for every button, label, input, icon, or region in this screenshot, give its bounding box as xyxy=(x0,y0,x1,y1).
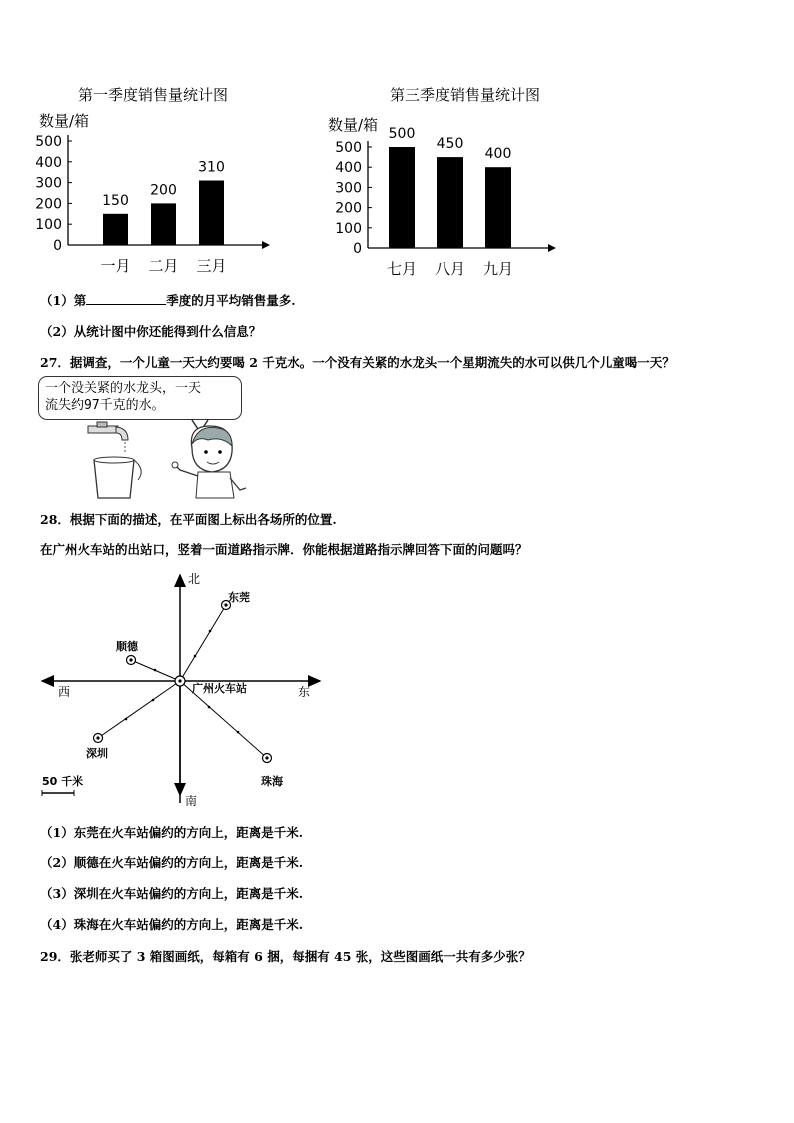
x-axis-arrowhead xyxy=(548,244,556,252)
y-tick-label: 300 xyxy=(335,180,362,197)
center-marker xyxy=(175,676,185,686)
q27-text: 27．据调查，一个儿童一天大约要喝 2 千克水。一个没有关紧的水龙头一个星期流失的水可以供几个儿童喝一天？ xyxy=(40,355,675,370)
bar-value-label: 200 xyxy=(150,182,177,199)
x-category-label: 一月 xyxy=(100,257,131,275)
q3-bar-chart xyxy=(320,108,570,280)
south-label: 南 xyxy=(185,794,198,808)
y-tick-label: 500 xyxy=(335,140,362,156)
y-tick-label: 500 xyxy=(35,134,62,150)
bucket-icon xyxy=(94,457,141,498)
y-tick-label: 300 xyxy=(35,175,62,192)
bar-value-label: 400 xyxy=(484,146,512,163)
faucet-bucket-child-illustration xyxy=(80,418,250,500)
q26-answer-blank[interactable] xyxy=(86,293,166,305)
shunde-label: 顺德 xyxy=(116,640,138,653)
q26-sub1: （1）第 季度的月平均销售量多. xyxy=(40,293,296,308)
q29-text: 29．张老师买了 3 箱图画纸，每箱有 6 捆，每捆有 45 张，这些图画纸一共有多少张？ xyxy=(40,949,531,964)
q28-sub3: （3）深圳在火车站偏约的方向上，距离是千米. xyxy=(40,886,304,901)
y-tick-label: 400 xyxy=(35,154,62,171)
west-label: 西 xyxy=(58,685,71,699)
y-tick-label: 200 xyxy=(335,200,362,217)
x-axis-arrowhead xyxy=(262,241,270,249)
faucet-icon xyxy=(88,422,128,452)
x-category-label: 九月 xyxy=(482,260,514,278)
direction-map xyxy=(30,565,330,815)
shenzhen-marker xyxy=(94,734,103,743)
chart3-title: 第三季度销售量统计图 xyxy=(390,86,541,104)
dongguan-label: 东莞 xyxy=(228,591,250,604)
q1-bar-chart xyxy=(30,108,290,278)
zhuhai-marker xyxy=(263,754,272,763)
bar xyxy=(151,203,176,245)
bar-value-label: 310 xyxy=(198,159,225,176)
x-category-label: 八月 xyxy=(434,260,466,278)
q28-intro: 在广州火车站的出站口，竖着一面道路指示牌．你能根据道路指示牌回答下面的问题吗？ xyxy=(40,542,528,557)
bar-value-label: 150 xyxy=(102,192,129,209)
bar-value-label: 450 xyxy=(436,136,464,153)
child-icon xyxy=(172,426,246,498)
y-tick-label: 0 xyxy=(53,238,62,254)
route-dongguan xyxy=(180,605,226,681)
center-label: 广州火车站 xyxy=(192,682,247,695)
bar xyxy=(199,181,224,245)
zhuhai-label: 珠海 xyxy=(261,775,283,788)
chart1-title: 第一季度销售量统计图 xyxy=(78,86,229,104)
q28-sub4: （4）珠海在火车站偏约的方向上，距离是千米. xyxy=(40,917,304,932)
x-category-label: 三月 xyxy=(196,257,227,275)
bar xyxy=(485,167,511,248)
shunde-marker xyxy=(127,656,136,665)
y-tick-label: 200 xyxy=(35,196,62,213)
speech-bubble: 一个没关紧的水龙头，一天 流失约97千克的水。 xyxy=(38,376,242,420)
chart3-ylabel: 数量/箱 xyxy=(328,116,379,134)
bar-value-label: 500 xyxy=(388,126,416,142)
q26-sub2: （2）从统计图中你还能得到什么信息？ xyxy=(40,324,262,339)
q28-sub2: （2）顺德在火车站偏约的方向上，距离是千米. xyxy=(40,855,304,870)
y-tick-label: 0 xyxy=(353,241,362,257)
bar xyxy=(437,157,463,248)
x-category-label: 二月 xyxy=(148,257,179,275)
q28-title: 28．根据下面的描述，在平面图上标出各场所的位置. xyxy=(40,512,337,527)
scale-label: 50 千米 xyxy=(42,775,84,788)
shenzhen-label: 深圳 xyxy=(86,747,108,760)
bar xyxy=(103,214,128,245)
y-tick-label: 400 xyxy=(335,160,362,177)
north-label: 北 xyxy=(188,572,201,586)
bar xyxy=(389,147,415,248)
chart1-ylabel: 数量/箱 xyxy=(39,112,90,130)
x-category-label: 七月 xyxy=(386,260,418,278)
y-tick-label: 100 xyxy=(335,220,362,237)
q28-sub1: （1）东莞在火车站偏约的方向上，距离是千米. xyxy=(40,825,304,840)
y-tick-label: 100 xyxy=(35,217,62,234)
route-shenzhen xyxy=(98,681,180,738)
east-label: 东 xyxy=(298,685,311,699)
